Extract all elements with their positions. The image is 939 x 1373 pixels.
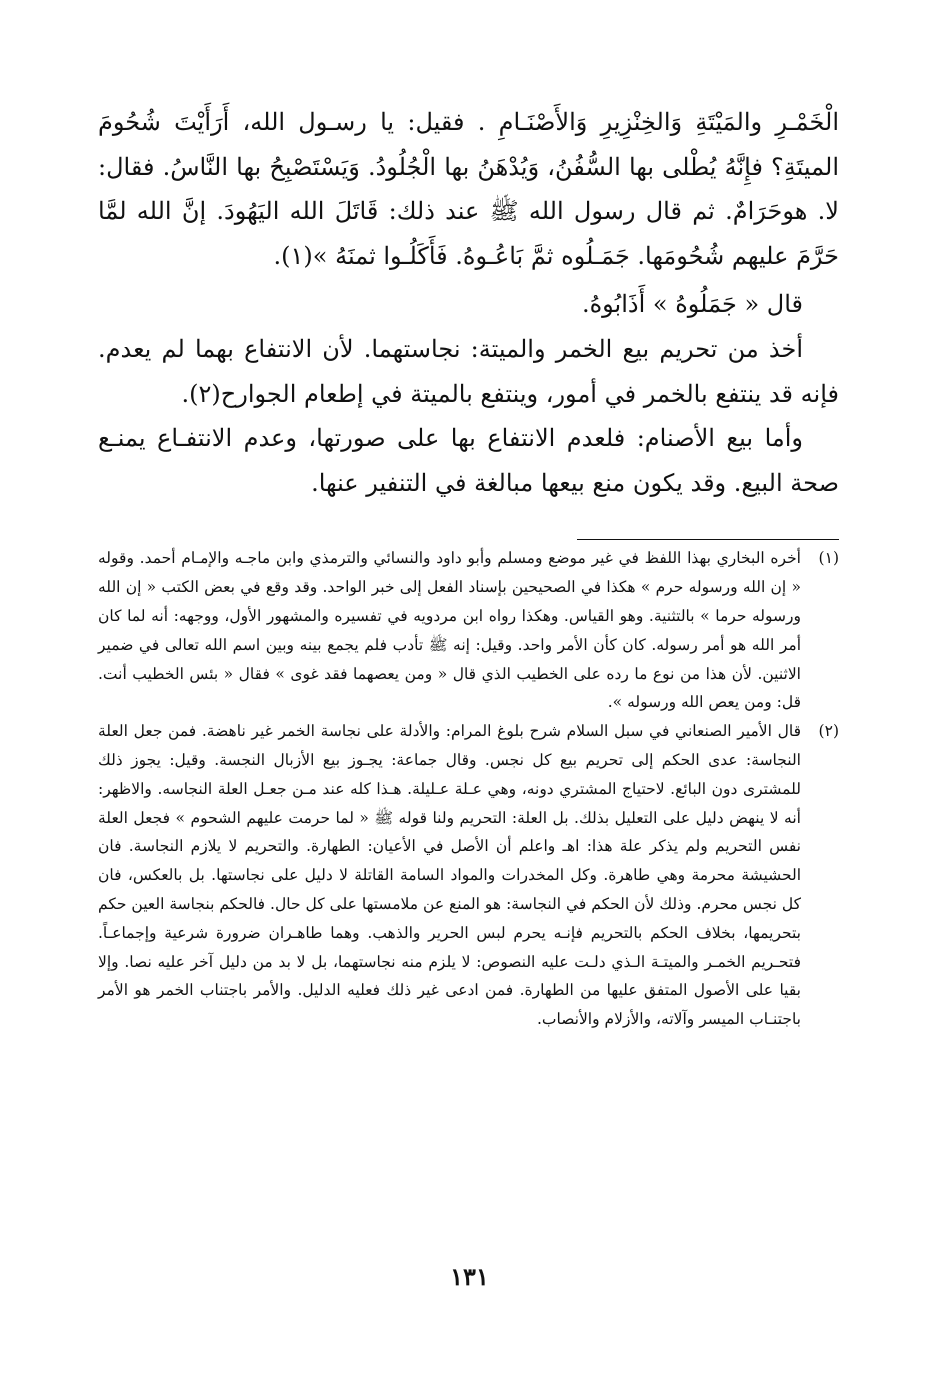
footnote-2 bbox=[98, 717, 839, 1034]
footnote-marker: (٢) bbox=[818, 722, 839, 741]
footnotes bbox=[98, 544, 839, 1034]
footnote-text: أخره البخاري بهذا اللفظ في غير موضع ومسلم وأبو داود والنسائي والترمذي وابن ماجـه والإمـام أحمد. وقوله « إن الله ورسوله حرم » هكذا في الصحيحين بإسناد الفعل إلى خبر الواحد. وقد وقع في بعض الكتب « إن الله ورسوله حرما » بالتثنية. وهو القياس. وهكذا رواه ابن مردويه في تفسيره والمشهور الأول، ووجهه: أنه لما كان أمر الله هو أمر رسوله. كان كأن الأمر واحد. وقيل: إنه ﷺ تأدب فلم يجمع بينه وبين اسم الله تعالى في ضمير الاثنين. لأن هذا من نوع ما رده على الخطيب الذي قال « ومن يعصهما فقد غوى » فقال « بئس الخطيب أنت. قل: ومن يعص الله ورسوله ». bbox=[98, 549, 801, 712]
footnote-marker: (١) bbox=[818, 549, 839, 568]
footnote-text: قال الأمير الصنعاني في سبل السلام شرح بلوغ المرام: والأدلة على نجاسة الخمر غير ناهضة. فمن جعل العلة النجاسة: عدى الحكم إلى تحريم بيع كل نجس. وقال جماعة: يجـوز بيع الأزبال النجسة. وقيل: يجوز ذلك للمشترى دون البائع. لاحتياج المشتري دونه، وهي عـلة عـليلة. هـذا كله عند مـن جعـل العلة النجاسه. والاظهر: أنه لا ينهض دليل على التعليل بذلك. بل العلة: التحريم ولنا قوله ﷺ « لما حرمت عليهم الشحوم » فجعل العلة نفس التحريم ولم يذكر علة هذا: اهـ واعلم أن الأصل في الأعيان: الطهارة. والتحريم لا يلازم النجاسة. فان الحشيشة محرمة وهي طاهرة. وكل المخدرات والمواد السامة القاتلة لا دليل على نجاستها. بل بالعكس، فان كل نجس محرم. وذلك لأن الحكم في النجاسة: هو المنع عن ملامستها على كل حال. فالحكم بنجاسة العين حكم بتحريمها، بخلاف الحكم بالتحريم فإنـه يحرم لبس الحرير والذهب. وهما طاهـران ضرورة شرعية وإجماعـاً. فتحـريم الخمـر والميتـة الـذي دلـت عليه النصوص: لا يلزم منه نجاستهما، بل لا بد من دليل آخر عليه نصا. وإلا بقيا على الأصول المتفق عليها من الطهارة. فمن ادعى غير ذلك فعليه الدليل. والأمر باجتناب الخمر هو الأمر باجتنـاب الميسر وآلاته، والأزلام والأنصاب. bbox=[98, 722, 801, 1029]
footnote-divider bbox=[577, 539, 839, 540]
hadith-text: الْخَمْـرِ والمَيْتَةِ وَالخِنْزِيرِ وَالأَصْنَـامِ . فقيل: يا رسـول الله، أَرَأَيْتَ شُحُومَ الميتَةِ؟ فإِنَّهُ يُطْلى بها السُّفُنُ، وَيُدْهَنُ بها الْجُلُودُ. وَيَسْتَصْبِحُ بها النَّاسُ. فقال: لا. هوحَرَامٌ. ثم قال رسول الله ﷺ عند ذلك: قَاتَلَ الله اليَهُودَ. إنَّ الله لمَّا حَرَّمَ عليهم شُحُومَها. جَمَـلُوه ثمَّ بَاعُـوهُ. فَأَكَلُـوا ثمنَهُ »(١). bbox=[98, 108, 839, 270]
commentary-paragraph-2: وأما بيع الأصنام: فلعدم الانتفاع بها على صورتها، وعدم الانتفـاع يمنـع صحة البيع. وقد يكون منع بيعها مبالغة في التنفير عنها. bbox=[98, 424, 839, 497]
commentary-paragraph-1: أخذ من تحريم بيع الخمر والميتة: نجاستهما. لأن الانتفاع بهما لم يعدم. فإنه قد ينتفع بالخمر في أمور، وينتفع بالميتة في إطعام الجوارح(٢). bbox=[98, 334, 839, 408]
gloss-text: قال « جَمَلُوهُ » أَذَابُوهُ. bbox=[581, 290, 803, 319]
main-text bbox=[98, 100, 839, 505]
page-number: ١٣١ bbox=[450, 1262, 489, 1291]
footnote-1 bbox=[98, 544, 839, 717]
